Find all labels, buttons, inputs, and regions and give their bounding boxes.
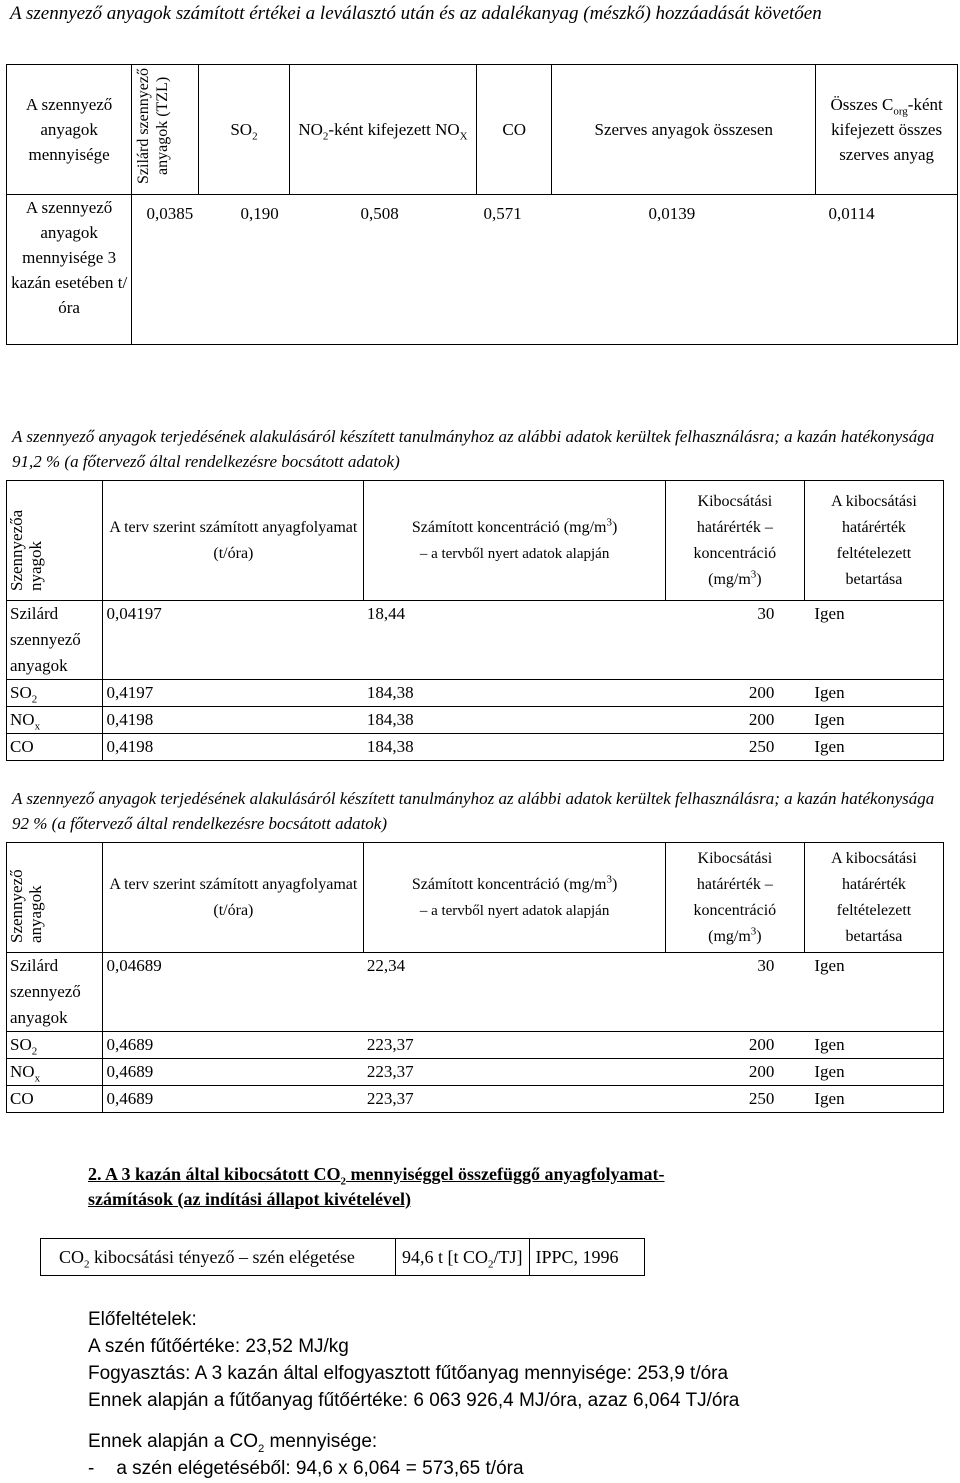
corg-sub: org [893, 105, 908, 118]
intro-paragraph-2: A szennyező anyagok terjedésének alakulásáról készített tanulmányhoz az alábbi adatok kerültek felhasználásra; a kazán hatékonysága 92 % (a főtervező által rendelkezésre bocsátott adatok) [12, 789, 935, 833]
header-limit [665, 843, 804, 953]
row-pollutant [7, 734, 103, 761]
co2-amount-a: Ennek alapján a CO [88, 1431, 259, 1452]
factor-value-sub: 2 [488, 1258, 494, 1271]
row-compliance: Igen [804, 601, 943, 680]
row-limit: 250 [665, 1086, 804, 1113]
pollutant-summary-table [6, 64, 958, 345]
pollutant-name: SO [10, 683, 32, 702]
row-conc: 223,37 [364, 1086, 666, 1113]
nox-label: NO [298, 120, 323, 139]
preconditions-title: Előfeltételek: [88, 1309, 197, 1330]
factor-value-b: /TJ] [493, 1247, 523, 1267]
factor-label [41, 1239, 396, 1276]
table-row [7, 707, 944, 734]
row-pollutant [7, 1059, 103, 1086]
conc-label: Számított koncentráció (mg/m [411, 875, 607, 893]
heading-line2: számítások (az indítási állapot kivételével) [88, 1189, 411, 1209]
conc-source: – a tervből nyert adatok alapján [419, 902, 610, 919]
value-szerves: 0,0139 [648, 204, 696, 223]
row-pollutant [7, 1086, 103, 1113]
row-conc: 184,38 [364, 680, 666, 707]
co2-amount-b: mennyisége: [264, 1431, 378, 1452]
heading-line1-a: 2. A 3 kazán által kibocsátott CO [88, 1164, 341, 1184]
header-conc [364, 843, 666, 953]
row-flow: 0,04689 [103, 953, 364, 1032]
table-header-row [7, 843, 944, 953]
pollutant-sub: 2 [31, 693, 38, 706]
header-compliance: A kibocsátási határérték feltételezett betartása [804, 481, 943, 601]
header-pollutant-text: Szennyezőa nyagok [7, 509, 45, 591]
limit-close: ) [756, 927, 762, 945]
corg-label: Összes C [830, 95, 894, 114]
factor-source: IPPC, 1996 [529, 1239, 644, 1276]
limit-label: Kibocsátási határérték – koncentráció (mg/m [693, 492, 777, 588]
header-tzl [132, 65, 199, 195]
row-limit: 200 [665, 1059, 804, 1086]
row-conc: 18,44 [364, 601, 666, 680]
pollutant-name: Szilárd szennyező anyagok [10, 604, 81, 675]
row-limit: 200 [665, 680, 804, 707]
header-row-label: A szennyező anyagok mennyisége [7, 65, 132, 195]
coal-heating-value: A szén fűtőértéke: 23,52 MJ/kg [88, 1336, 349, 1357]
value-nox: 0,508 [360, 204, 399, 223]
row-pollutant [7, 1032, 103, 1059]
row-limit: 30 [665, 953, 804, 1032]
row-compliance: Igen [804, 680, 943, 707]
table-row [7, 1032, 944, 1059]
row-flow: 0,4197 [103, 680, 364, 707]
co2-factor-table [40, 1238, 645, 1276]
emission-table-91 [6, 480, 944, 761]
pollutant-name: CO [10, 1089, 34, 1108]
pollutant-name: CO [10, 737, 34, 756]
row-conc: 184,38 [364, 734, 666, 761]
so2-sub: 2 [252, 130, 258, 143]
header-szerves: Szerves anyagok összesen [552, 65, 816, 195]
row-flow: 0,4689 [103, 1059, 364, 1086]
limit-close: ) [756, 570, 762, 588]
emission-table-92 [6, 842, 944, 1113]
conc-close: ) [611, 875, 618, 893]
factor-rest: kibocsátási tényező – szén elégetése [89, 1247, 355, 1267]
co2-amount-sub: 2 [258, 1442, 265, 1455]
fuel-heating-value: Ennek alapján a fűtőanyag fűtőértéke: 6 063 926,4 MJ/óra, azaz 6,064 TJ/óra [88, 1390, 740, 1411]
header-flow: A terv szerint számított anyagfolyamat (t/óra) [103, 843, 364, 953]
header-co: CO [477, 65, 552, 195]
row-values [132, 195, 958, 345]
so2-label: SO [230, 120, 253, 139]
row-flow: 0,04197 [103, 601, 364, 680]
factor-co: CO [59, 1247, 85, 1267]
table-row [7, 195, 958, 345]
pollutant-name: NO [10, 1062, 35, 1081]
table-row [7, 734, 944, 761]
factor-value-a: 94,6 t [t CO [402, 1247, 489, 1267]
row-conc: 22,34 [364, 953, 666, 1032]
page-title: A szennyező anyagok számított értékei a leválasztó után és az adalékanyag (mészkő) hozzáadását követően [10, 3, 822, 24]
nox-x-sub: X [459, 130, 468, 143]
pollutant-sub: x [34, 720, 41, 733]
header-compliance: A kibocsátási határérték feltételezett betartása [804, 843, 943, 953]
table-row [7, 1059, 944, 1086]
pollutant-sub: x [34, 1072, 41, 1085]
limit-sup: 3 [750, 925, 757, 938]
conc-sup: 3 [606, 873, 612, 886]
dash-bullet: - [88, 1458, 95, 1479]
table-row [41, 1239, 645, 1276]
row-pollutant [7, 953, 103, 1032]
header-corg [816, 65, 958, 195]
row-limit: 250 [665, 734, 804, 761]
heading-line1-b: mennyiséggel összefüggő anyagfolyamat- [346, 1164, 665, 1184]
conc-source: – a tervből nyert adatok alapján [419, 545, 610, 562]
row-flow: 0,4198 [103, 707, 364, 734]
header-limit [665, 481, 804, 601]
header-nox [289, 65, 477, 195]
header-pollutant-text: Szennyező anyagok [7, 869, 45, 943]
row-compliance: Igen [804, 734, 943, 761]
pollutant-name: SO [10, 1035, 32, 1054]
value-co: 0,571 [483, 204, 522, 223]
row-compliance: Igen [804, 1059, 943, 1086]
row-limit: 200 [665, 1032, 804, 1059]
co2-calculation-line [88, 1455, 524, 1482]
pollutant-name: NO [10, 710, 35, 729]
value-corg: 0,0114 [828, 204, 875, 223]
co2-calculation: a szén elégetéséből: 94,6 x 6,064 = 573,65 t/óra [116, 1458, 524, 1479]
table-row [7, 1086, 944, 1113]
row-compliance: Igen [804, 707, 943, 734]
header-tzl-text: Szilárd szennyező anyagok (TZL) [135, 68, 172, 184]
corg-label-rest: -ként kifejezett összes szerves anyag [831, 95, 943, 164]
value-tzl: 0,0385 [146, 204, 194, 223]
conc-label: Számított koncentráció (mg/m [411, 518, 607, 536]
value-so2: 0,190 [240, 204, 279, 223]
limit-sup: 3 [750, 568, 757, 581]
nox-label-rest: -ként kifejezett NO [328, 120, 460, 139]
co2-amount-intro [88, 1428, 377, 1455]
section-heading [88, 1162, 888, 1212]
header-so2 [199, 65, 289, 195]
conc-close: ) [611, 518, 618, 536]
factor-sub: 2 [84, 1258, 90, 1271]
intro-paragraph-1: A szennyező anyagok terjedésének alakulásáról készített tanulmányhoz az alábbi adatok kerültek felhasználásra; a kazán hatékonysága 91,2 % (a főtervező által rendelkezésre bocsátott adatok) [12, 427, 935, 471]
limit-label: Kibocsátási határérték – koncentráció (mg/m [693, 849, 777, 945]
header-pollutant [7, 481, 103, 601]
row-limit: 30 [665, 601, 804, 680]
fuel-consumption: Fogyasztás: A 3 kazán által elfogyasztott fűtőanyag mennyisége: 253,9 t/óra [88, 1363, 729, 1384]
row-conc: 223,37 [364, 1059, 666, 1086]
row-compliance: Igen [804, 953, 943, 1032]
row-flow: 0,4689 [103, 1086, 364, 1113]
conc-sup: 3 [606, 516, 612, 529]
row-pollutant [7, 680, 103, 707]
heading-sub: 2 [340, 1175, 347, 1188]
header-pollutant [7, 843, 103, 953]
table-header-row [7, 481, 944, 601]
row-pollutant [7, 707, 103, 734]
row-limit: 200 [665, 707, 804, 734]
row-compliance: Igen [804, 1086, 943, 1113]
table-row [7, 953, 944, 1032]
table-header-row [7, 65, 958, 195]
pollutant-name: Szilárd szennyező anyagok [10, 956, 81, 1027]
row-flow: 0,4689 [103, 1032, 364, 1059]
header-conc [364, 481, 666, 601]
row-compliance: Igen [804, 1032, 943, 1059]
factor-value [396, 1239, 530, 1276]
pollutant-sub: 2 [31, 1045, 38, 1058]
row-pollutant [7, 601, 103, 680]
nox-sub: 2 [322, 130, 329, 143]
table-row [7, 601, 944, 680]
row-flow: 0,4198 [103, 734, 364, 761]
row-label: A szennyező anyagok mennyisége 3 kazán esetében t/óra [7, 195, 132, 345]
row-conc: 184,38 [364, 707, 666, 734]
header-flow: A terv szerint számított anyagfolyamat (t/óra) [103, 481, 364, 601]
row-conc: 223,37 [364, 1032, 666, 1059]
table-row [7, 680, 944, 707]
